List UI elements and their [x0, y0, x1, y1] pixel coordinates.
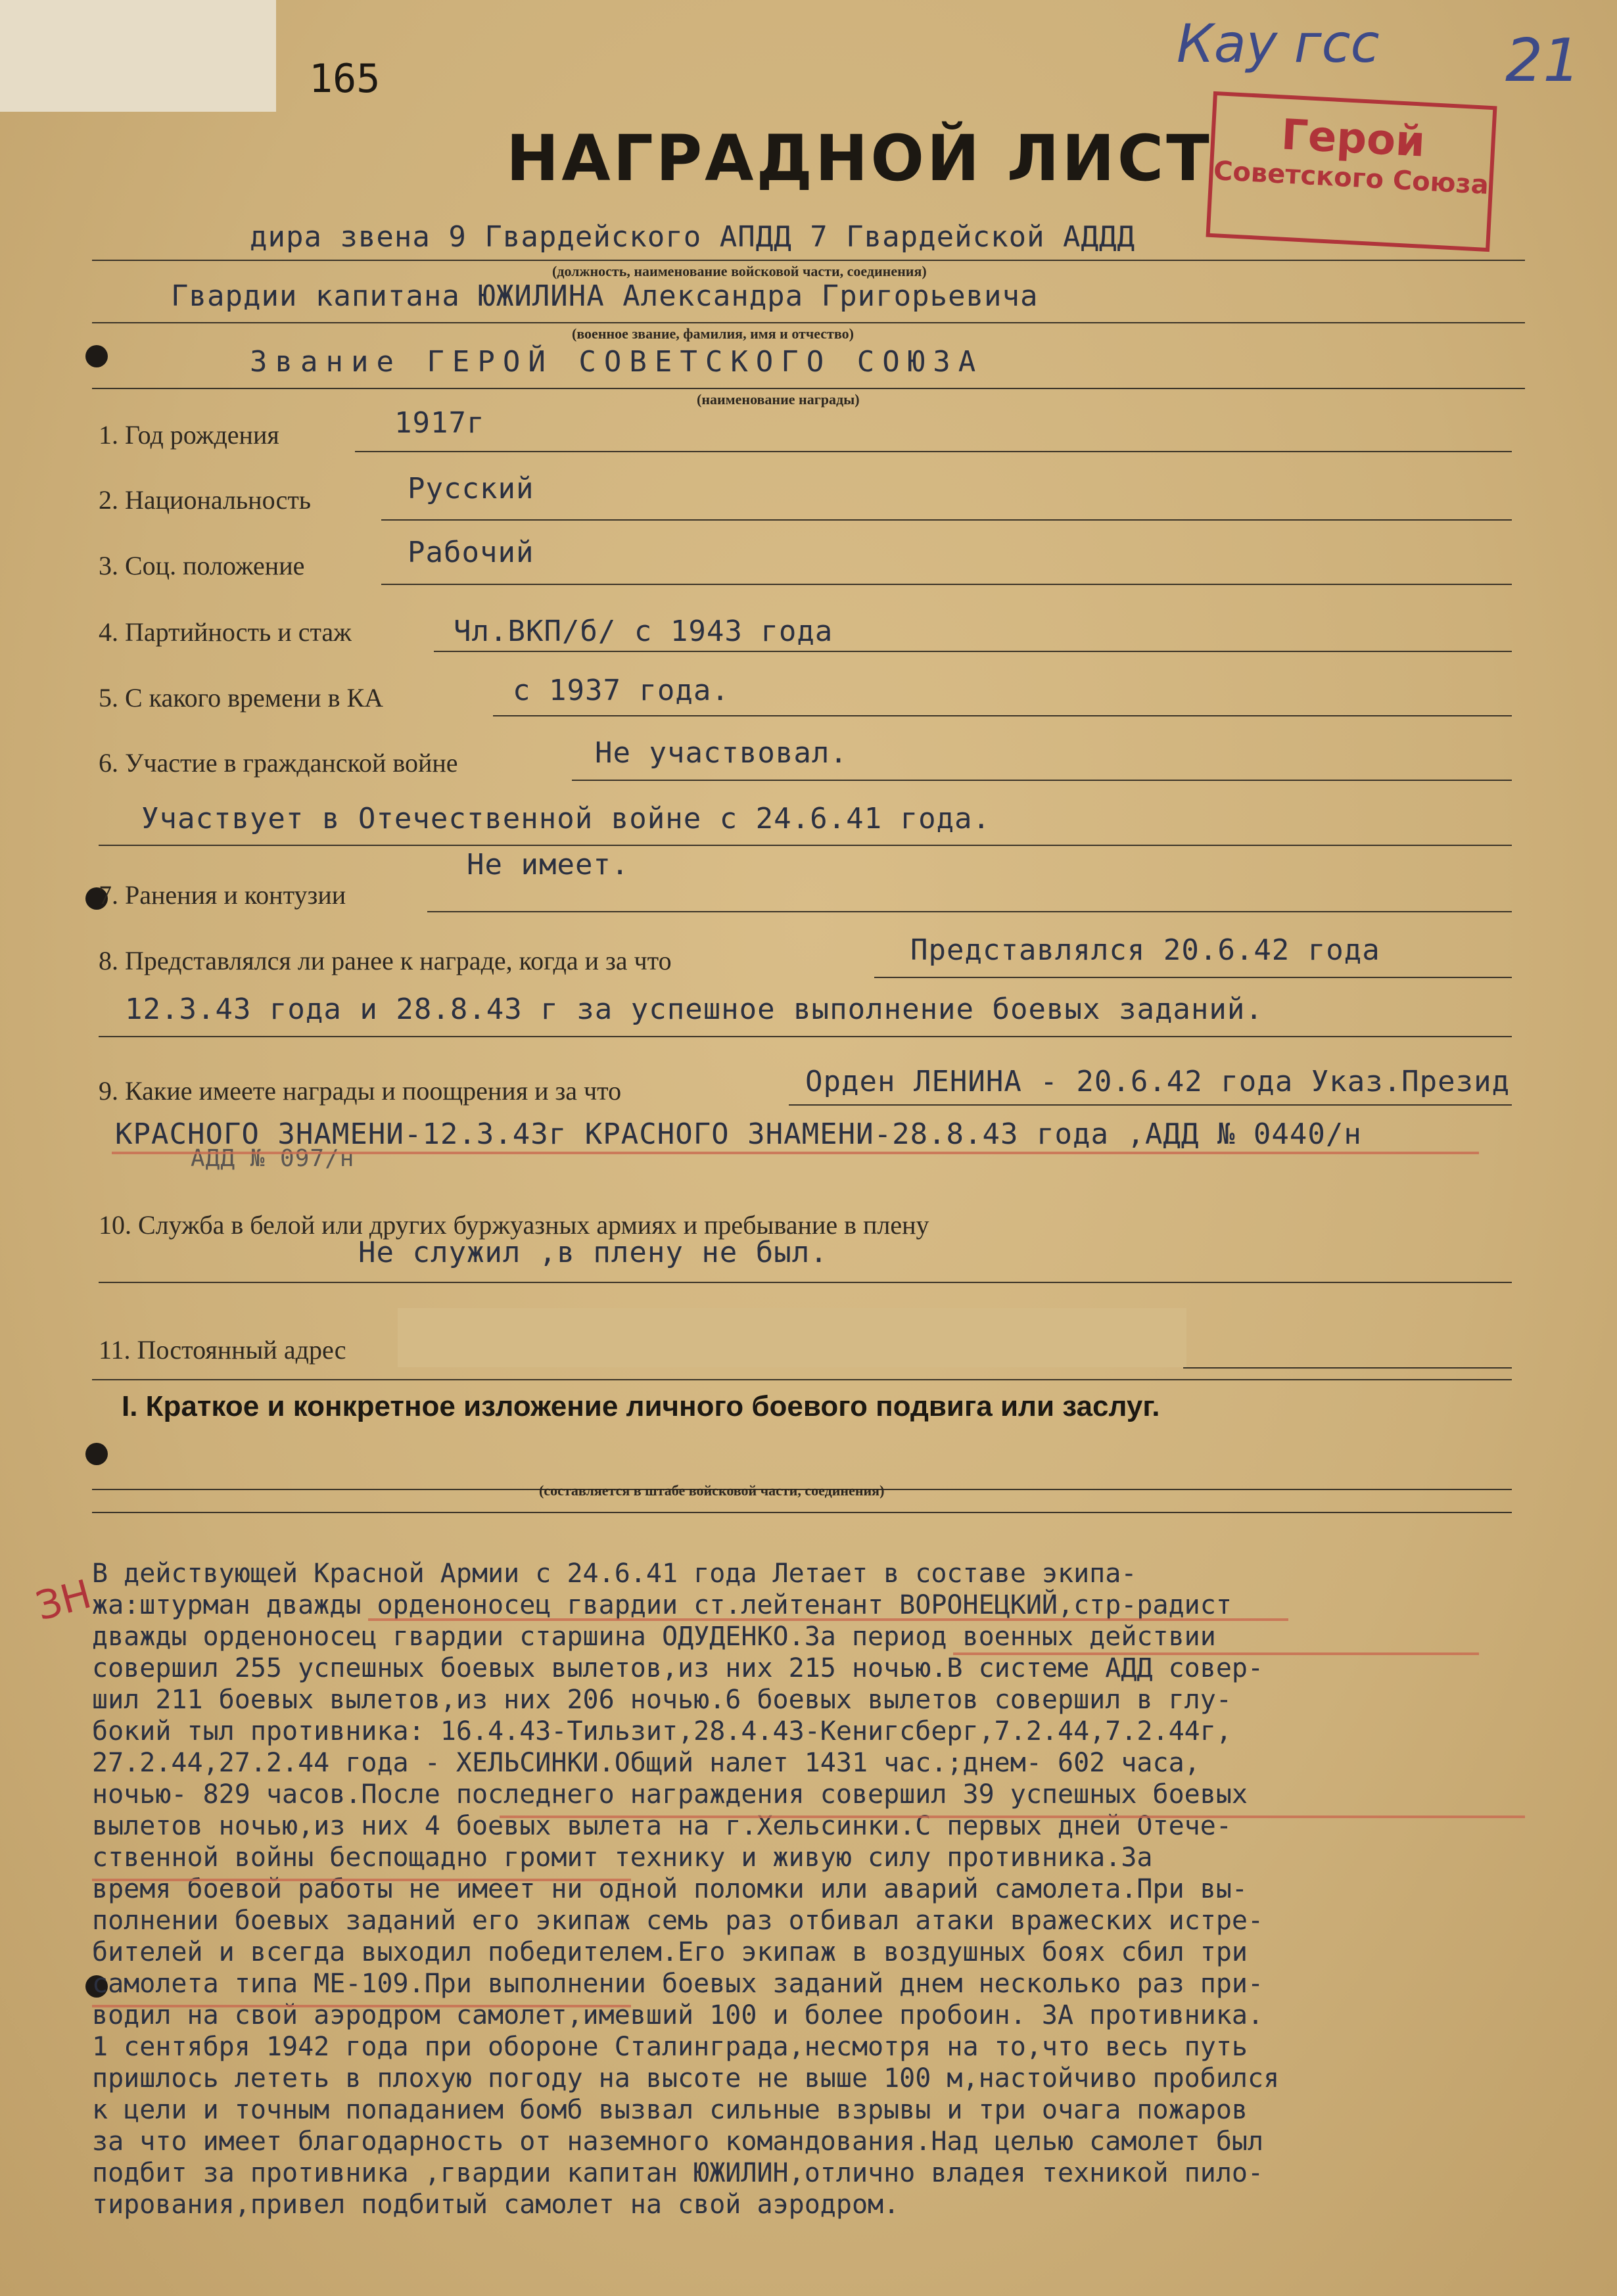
narrative-line: 1 сентября 1942 года при обороне Сталинграда,несмотря на то,что весь путь	[92, 2032, 1248, 2062]
narrative-line: время боевой работы не имеет ни одной поломки или аварий самолета.При вы-	[92, 1874, 1248, 1904]
field-label-civil-war: 6. Участие в гражданской войне	[99, 748, 458, 778]
field-value-prev-award-2: 12.3.43 года и 28.8.43 г за успешное выполнение боевых заданий.	[125, 993, 1263, 1026]
field-label-party: 4. Партийность и стаж	[99, 617, 352, 647]
narrative-line: ночью- 829 часов.После последнего награждения совершил 39 успешных боевых	[92, 1779, 1248, 1810]
narrative-line: подбит за противника ,гвардии капитан ЮЖИЛИН,отлично владея техникой пило-	[92, 2158, 1264, 2188]
field-value-awards-3: АДД № 097/н	[191, 1145, 355, 1172]
narrative-line: тирования,привел подбитый самолет на свой аэродром.	[92, 2190, 900, 2220]
field-label-prev-award: 8. Представлялся ли ранее к награде, когда и за что	[99, 946, 672, 975]
punch-hole	[85, 345, 108, 367]
section-caption: (составляется в штабе войсковой части, соединения)	[539, 1482, 885, 1499]
narrative-line: бителей и всегда выходил победителем.Его экипаж в воздушных боях сбил три	[92, 1937, 1248, 1967]
stamp-line2: Советского Союза	[1213, 156, 1489, 200]
divider	[92, 1512, 1512, 1513]
field-line	[99, 845, 1512, 846]
field-value-prev-award: Представлялся 20.6.42 года	[910, 933, 1380, 967]
punch-hole	[85, 1443, 108, 1465]
section-title: I. Краткое и конкретное изложение личного боевого подвига или заслуг.	[122, 1390, 1160, 1422]
narrative-line: за что имеет благодарность от наземного командования.Над целью самолет был	[92, 2126, 1264, 2157]
field-line	[1183, 1367, 1512, 1369]
field-value-awards-2: КРАСНОГО ЗНАМЕНИ-12.3.43г КРАСНОГО ЗНАМЕНИ-28.8.43 года ,АДД № 0440/н	[115, 1117, 1362, 1151]
stamp-line1: Герой	[1280, 110, 1426, 167]
paper-corner	[0, 0, 276, 112]
field-label-social: 3. Соц. положение	[99, 551, 305, 580]
narrative-line: пришлось лететь в плохую погоду на высоте не выше 100 м,настойчиво пробился	[92, 2063, 1280, 2094]
divider	[92, 260, 1525, 261]
narrative-line: В действующей Красной Армии с 24.6.41 года Летает в составе экипа-	[92, 1558, 1137, 1589]
field-label-wounds: 7. Ранения и контузии	[99, 880, 346, 910]
field-value-social: Рабочий	[408, 536, 534, 569]
field-value-birth-year: 1917г	[394, 406, 485, 440]
field-value-army-since: с 1937 года.	[513, 674, 730, 707]
narrative-line: вылетов ночью,из них 4 боевых вылета на г.Хельсинки.С первых дней Отече-	[92, 1811, 1232, 1841]
narrative-line: полнении боевых заданий его экипаж семь раз отбивал атаки вражеских истре-	[92, 1906, 1264, 1936]
field-label-awards: 9. Какие имеете награды и поощрения и за что	[99, 1076, 622, 1106]
red-underline	[500, 1816, 1525, 1818]
field-line	[427, 911, 1512, 912]
narrative-line: самолета типа МЕ-109.При выполнении боевых заданий днем несколько раз при-	[92, 1969, 1264, 1999]
name-caption: (военное звание, фамилия, имя и отчество)	[572, 325, 854, 342]
field-label-army-since: 5. С какого времени в КА	[99, 683, 384, 713]
field-value-wounds: Не имеет.	[467, 848, 630, 881]
field-label-white-army: 10. Служба в белой или других буржуазных армиях и пребывание в плену	[99, 1210, 929, 1240]
field-line	[381, 519, 1512, 521]
position-caption: (должность, наименование войсковой части, соединения)	[552, 263, 927, 279]
field-value-awards: Орден ЛЕНИНА - 20.6.42 года Указ.Презид	[805, 1065, 1511, 1098]
field-value-white-army: Не служил ,в плену не был.	[358, 1236, 828, 1269]
divider	[92, 322, 1525, 323]
award-value: Звание ГЕРОЙ СОВЕТСКОГО СОЮЗА	[250, 345, 984, 379]
field-label-address: 11. Постоянный адрес	[99, 1335, 346, 1365]
page-title: НАГРАДНОЙ ЛИСТ	[506, 122, 1212, 195]
narrative-line: совершил 255 успешных боевых вылетов,из них 215 ночью.В системе АДД совер-	[92, 1653, 1264, 1683]
narrative-line: жа:штурман дважды орденоносец гвардии ст.лейтенант ВОРОНЕЦКИЙ,стр-радист	[92, 1590, 1232, 1620]
divider	[92, 388, 1525, 389]
field-line	[789, 1104, 1512, 1106]
red-underline	[92, 2005, 631, 2007]
field-line	[874, 977, 1512, 978]
name-value: Гвардии капитана ЮЖИЛИНА Александра Григорьевича	[171, 279, 1039, 313]
handwritten-note: Кау гсс	[1177, 13, 1380, 74]
narrative-line: к цели и точным попаданием бомб вызвал сильные взрывы и три очага пожаров	[92, 2095, 1248, 2125]
redacted-area	[398, 1308, 1186, 1367]
narrative-line: ственной войны беспощадно громит технику и живую силу противника.За	[92, 1842, 1153, 1873]
narrative-line: бокий тыл противника: 16.4.43-Тильзит,28.4.43-Кенигсберг,7.2.44,7.2.44г,	[92, 1716, 1232, 1746]
field-line	[493, 715, 1512, 716]
field-line	[99, 1282, 1512, 1283]
field-value-patriotic-war: Участвует в Отечественной войне с 24.6.41 года.	[141, 802, 991, 835]
margin-mark: ЗН	[31, 1571, 97, 1630]
award-caption: (наименование награды)	[697, 391, 860, 408]
narrative-text	[92, 1558, 1591, 2220]
field-line	[572, 780, 1512, 781]
field-value-party: Чл.ВКП/б/ с 1943 года	[454, 615, 833, 648]
divider	[92, 1379, 1512, 1380]
red-underline	[92, 1879, 631, 1881]
position-value: дира звена 9 Гвардейского АПДД 7 Гвардейской АДДД	[250, 220, 1136, 254]
handwritten-number: 21	[1505, 26, 1581, 95]
red-underline	[112, 1152, 1479, 1154]
field-line	[381, 584, 1512, 585]
field-line	[434, 651, 1512, 652]
field-value-nationality: Русский	[408, 472, 534, 505]
field-line	[99, 1036, 1512, 1037]
field-line	[355, 451, 1512, 452]
narrative-line: 27.2.44,27.2.44 года - ХЕЛЬСИНКИ.Общий налет 1431 час.;днем- 602 часа,	[92, 1748, 1200, 1778]
red-underline	[953, 1652, 1479, 1655]
field-value-civil-war: Не участвовал.	[595, 736, 848, 770]
hero-stamp	[1206, 91, 1497, 252]
doc-number: 165	[309, 56, 381, 102]
narrative-line: шил 211 боевых вылетов,из них 206 ночью.6 боевых вылетов совершил в глу-	[92, 1685, 1232, 1715]
red-underline	[368, 1618, 1288, 1621]
field-label-nationality: 2. Национальность	[99, 485, 312, 515]
narrative-line: водил на свой аэродром самолет,имевший 100 и более пробоин. ЗА противника.	[92, 2000, 1264, 2030]
narrative-line: дважды орденоносец гвардии старшина ОДУДЕНКО.За период военных действии	[92, 1622, 1216, 1652]
field-label-birth-year: 1. Год рождения	[99, 420, 279, 450]
